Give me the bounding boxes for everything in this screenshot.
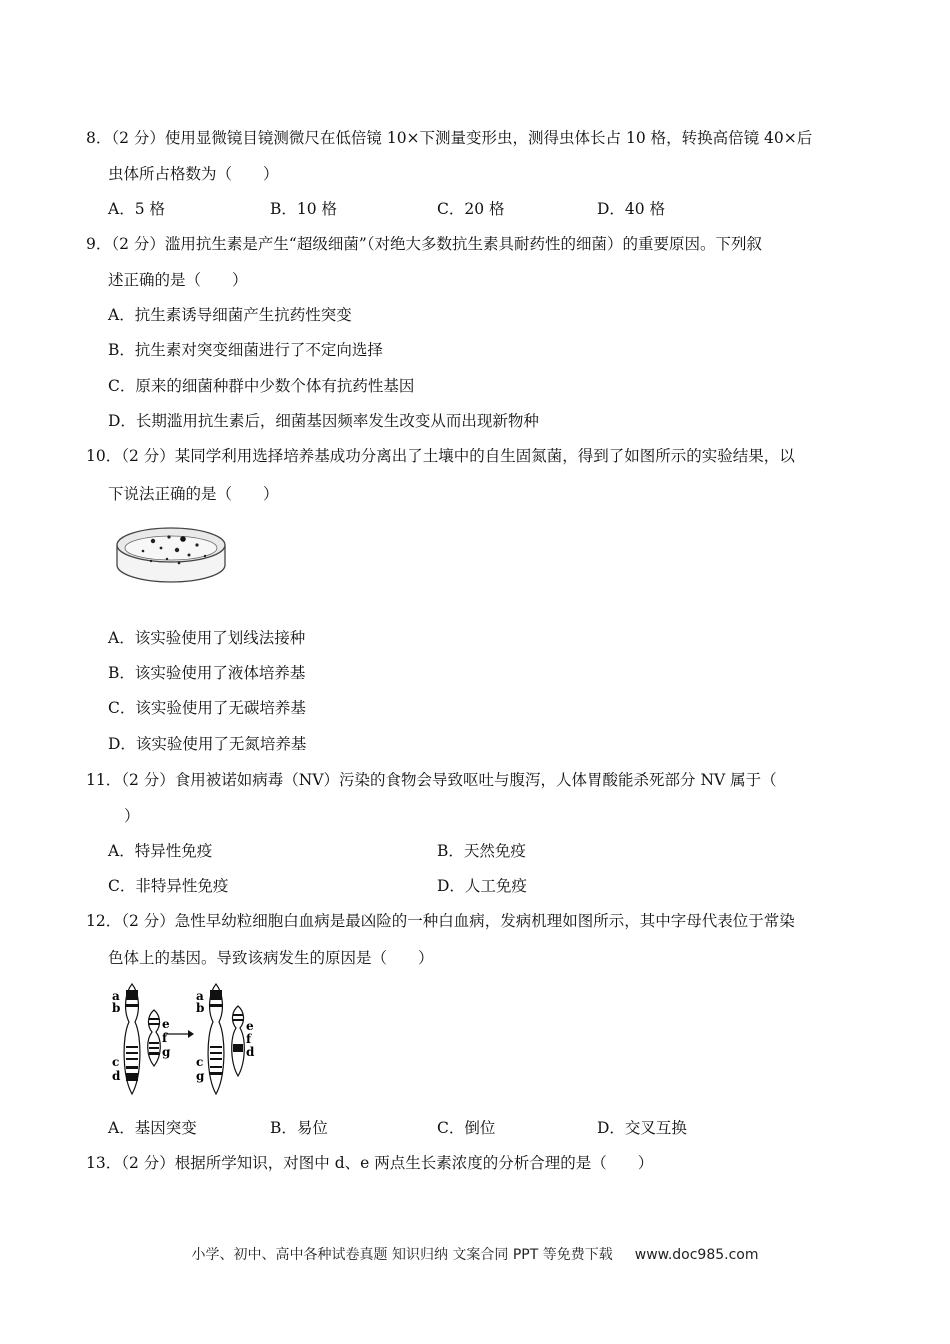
question-13-line-1: 13．（2 分）根据所学知识，对图中 d、e 两点生长素浓度的分析合理的是（ ）: [86, 1154, 654, 1172]
question-12-line-2: 色体上的基因。导致该病发生的原因是（ ）: [108, 949, 434, 967]
question-10-option-b: B．该实验使用了液体培养基: [108, 664, 306, 682]
question-10-line-1: 10．（2 分）某同学利用选择培养基成功分离出了土壤中的自生固氮菌，得到了如图所示的实验结果，以: [86, 447, 795, 465]
question-10-option-d: D．该实验使用了无氮培养基: [108, 735, 307, 753]
footer-url[interactable]: www.doc985.com: [634, 1247, 759, 1263]
footer-text: 小学、初中、高中各种试卷真题 知识归纳 文案合同 PPT 等免费下载: [191, 1247, 613, 1263]
gene-label-f-after: f: [246, 1032, 252, 1046]
question-11-option-b: B．天然免疫: [437, 842, 526, 860]
question-11-option-d: D．人工免疫: [437, 877, 527, 895]
question-12-line-1: 12．（2 分）急性早幼粒细胞白血病是最凶险的一种白血病，发病机理如图所示，其中字母代表位于常染: [86, 912, 795, 930]
question-9-line-1: 9．（2 分）滥用抗生素是产生“超级细菌”（对绝大多数抗生素具耐药性的细菌）的重要原因。下列叙: [86, 235, 763, 253]
question-8-line-2: 虫体所占格数为（ ）: [108, 165, 279, 183]
gene-label-a: a: [112, 989, 120, 1003]
question-8-line-1: 8．（2 分）使用显微镜目镜测微尺在低倍镜 10×下测量变形虫，测得虫体长占 10 格，转换高倍镜 40×后: [86, 129, 813, 147]
question-11-line-2: ）: [124, 807, 140, 825]
gene-label-b-after: b: [196, 1001, 205, 1015]
gene-label-e-after: e: [246, 1019, 254, 1033]
question-8-option-c: C．20 格: [437, 200, 505, 218]
question-8-option-a: A．5 格: [108, 200, 165, 218]
question-9-line-2: 述正确的是（ ）: [108, 271, 248, 289]
gene-label-c-after: c: [196, 1055, 204, 1069]
question-8-option-b: B．10 格: [270, 200, 338, 218]
question-9-option-c: C．原来的细菌种群中少数个体有抗药性基因: [108, 377, 415, 395]
gene-label-f: f: [162, 1031, 168, 1045]
gene-label-g: g: [162, 1045, 171, 1059]
question-12-option-d: D．交叉互换: [597, 1119, 687, 1137]
question-9-option-b: B．抗生素对突变细菌进行了不定向选择: [108, 341, 383, 359]
question-10-option-a: A．该实验使用了划线法接种: [108, 629, 306, 647]
gene-label-a-after: a: [196, 989, 204, 1003]
question-10-option-c: C．该实验使用了无碳培养基: [108, 699, 306, 717]
question-12-option-b: B．易位: [270, 1119, 328, 1137]
gene-label-g-after: g: [196, 1069, 205, 1083]
gene-label-e: e: [162, 1017, 170, 1031]
gene-label-b: b: [112, 1001, 121, 1015]
question-11-option-a: A．特异性免疫: [108, 842, 213, 860]
question-9-option-d: D．长期滥用抗生素后，细菌基因频率发生改变从而出现新物种: [108, 412, 539, 430]
question-12-option-c: C．倒位: [437, 1119, 496, 1137]
question-10-line-2: 下说法正确的是（ ）: [108, 485, 279, 503]
gene-label-c: c: [112, 1055, 120, 1069]
question-9-option-a: A．抗生素诱导细菌产生抗药性突变: [108, 306, 352, 324]
question-8-option-d: D．40 格: [597, 200, 666, 218]
gene-label-d: d: [112, 1069, 121, 1083]
gene-label-d-after: d: [246, 1045, 255, 1059]
question-11-option-c: C．非特异性免疫: [108, 877, 229, 895]
page-footer: [0, 1244, 950, 1264]
chromosome-translocation-figure: [106, 980, 266, 1102]
petri-dish-figure: [113, 515, 231, 595]
question-11-line-1: 11．（2 分）食用被诺如病毒（NV）污染的食物会导致呕吐与腹泻，人体胃酸能杀死部分 NV 属于（: [86, 771, 777, 789]
question-12-option-a: A．基因突变: [108, 1119, 197, 1137]
